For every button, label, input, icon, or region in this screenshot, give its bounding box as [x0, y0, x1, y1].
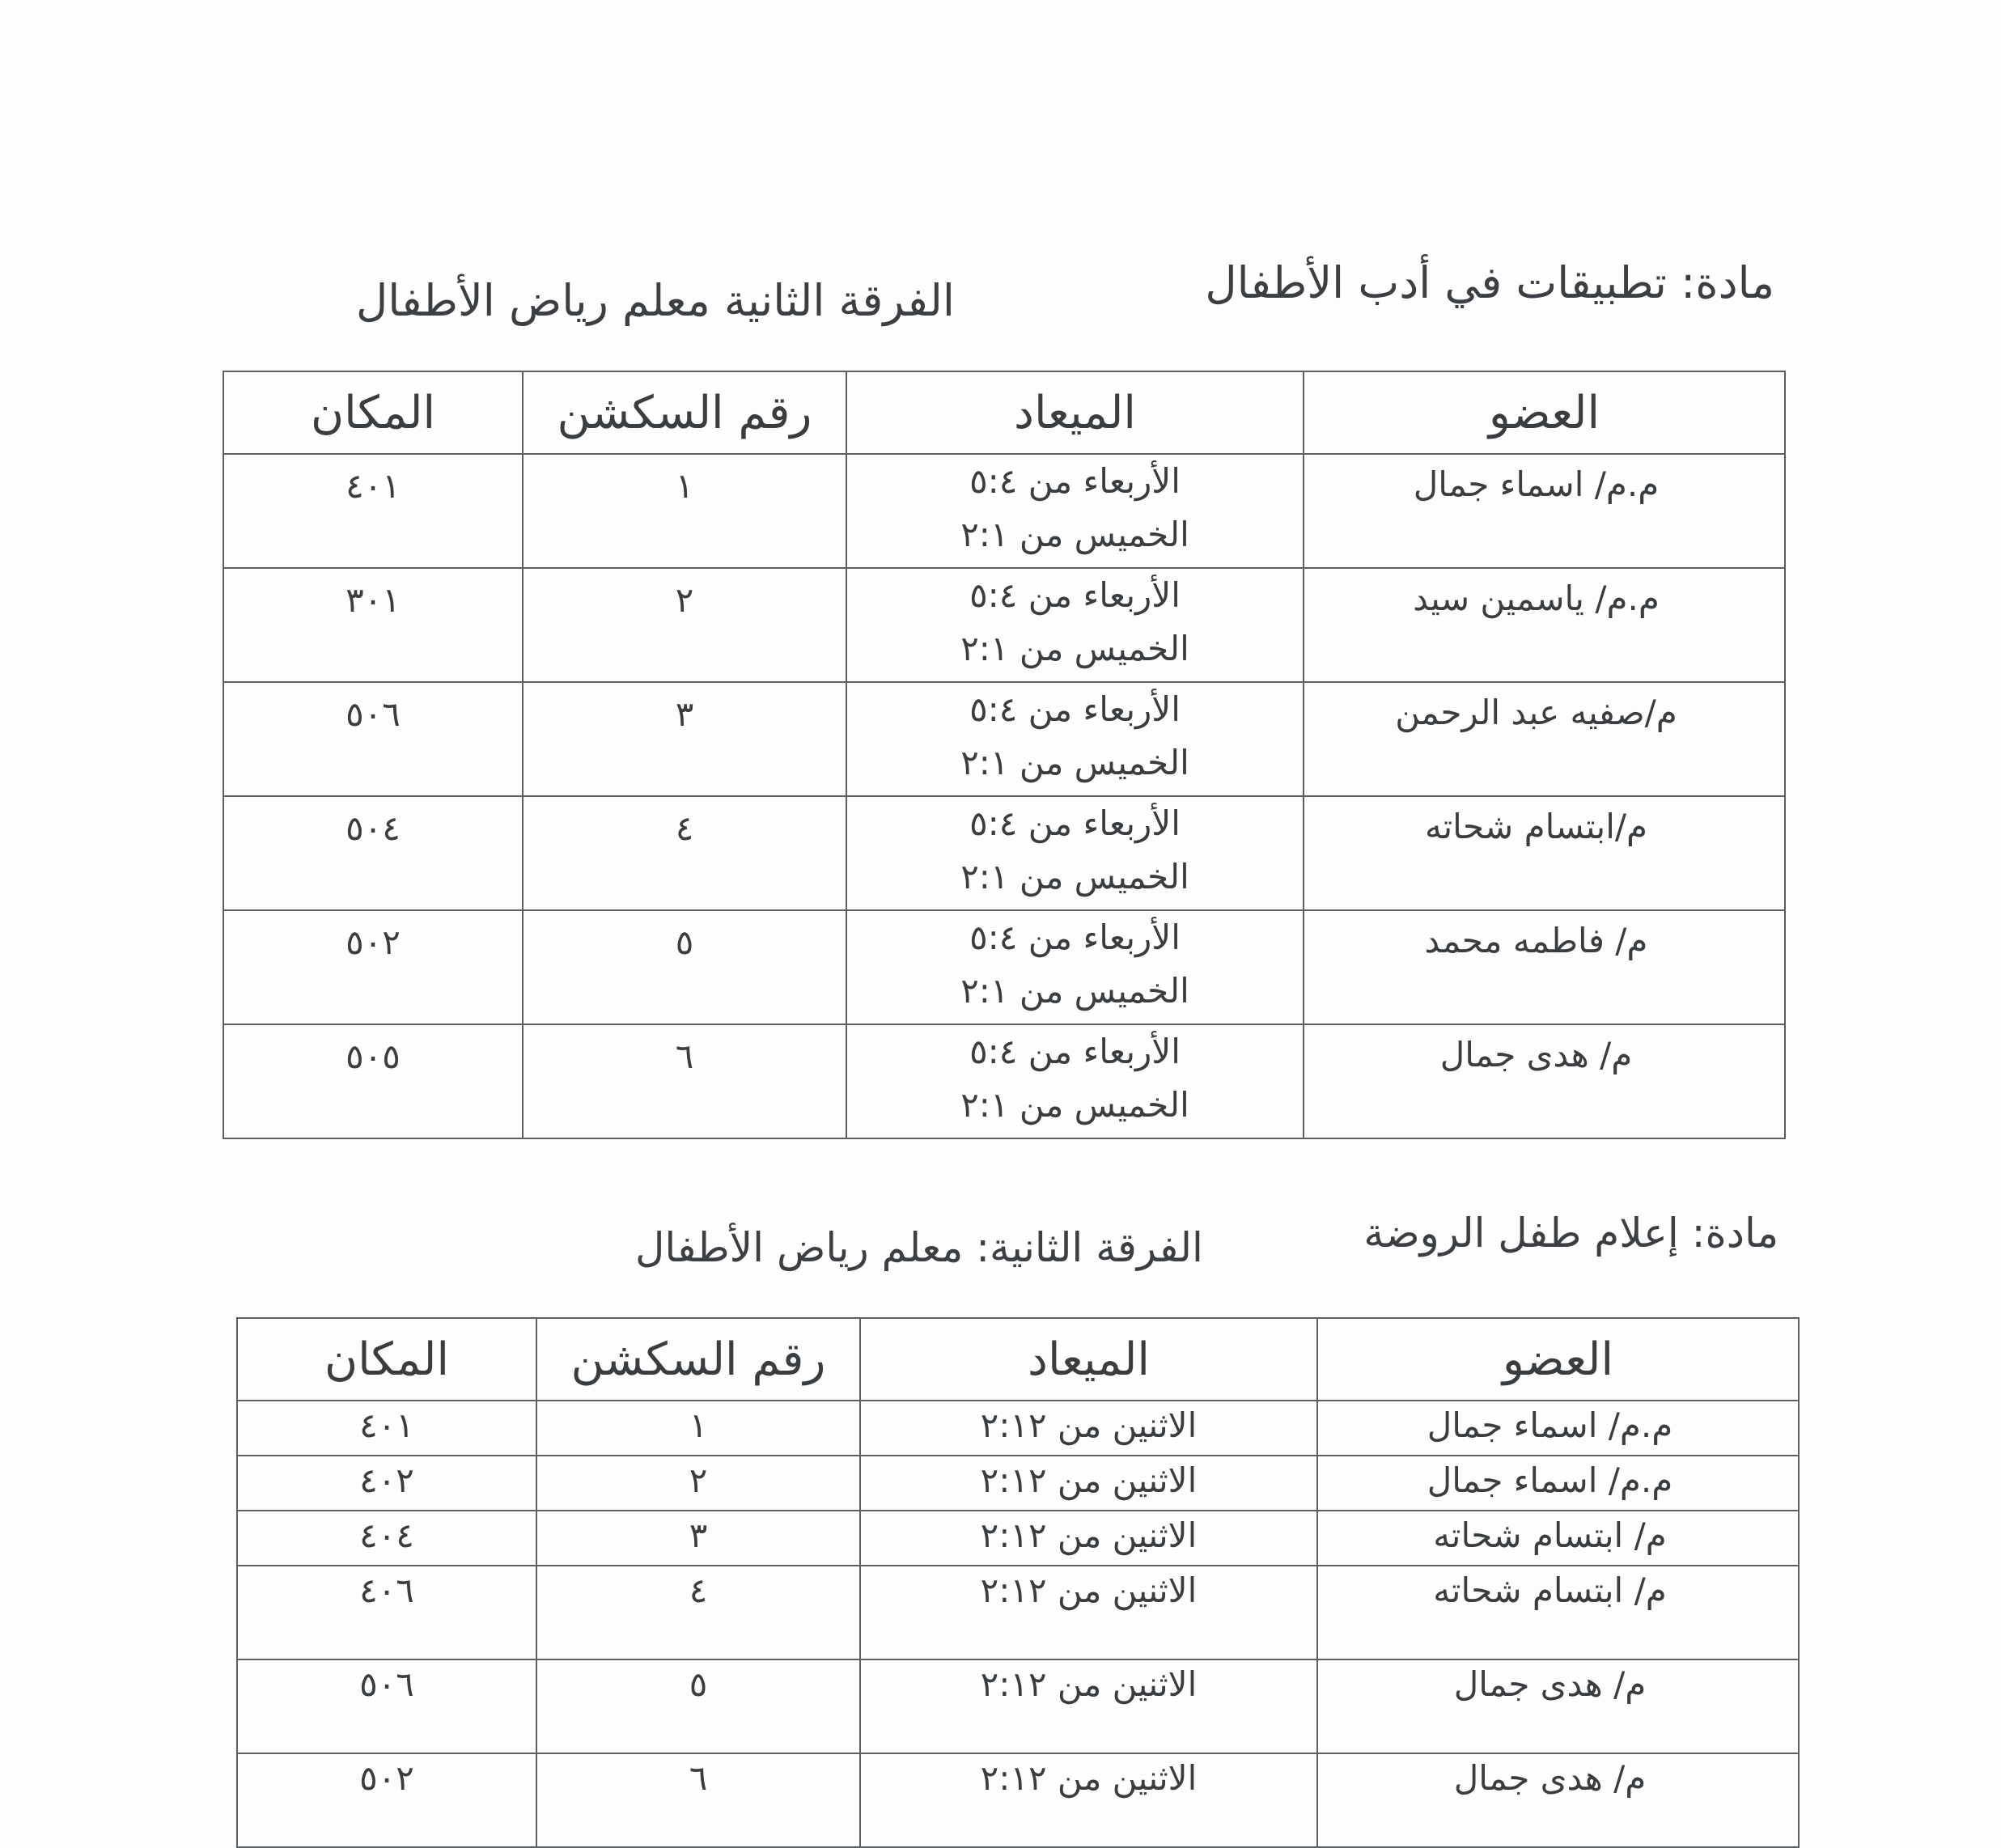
time-cell	[860, 1659, 1317, 1753]
member-cell-text: م/ فاطمه محمد	[1424, 921, 1648, 960]
room-cell	[223, 682, 523, 796]
time-cell	[846, 796, 1304, 910]
time-line-1: الأربعاء من ٥:٤	[969, 461, 1181, 501]
table-row	[223, 1024, 1785, 1138]
section-cell-text: ٦	[675, 1036, 694, 1076]
time-cell	[860, 1753, 1317, 1847]
header-room: المكان	[223, 371, 523, 454]
room-cell	[237, 1566, 536, 1659]
time-cell	[860, 1511, 1317, 1566]
header-time: الميعاد	[860, 1318, 1317, 1401]
header-room: المكان	[237, 1318, 536, 1401]
time-line-2: الخميس من ٢:١	[960, 1085, 1189, 1125]
schedule-table-1	[223, 371, 1786, 1139]
room-cell-text: ٥٠٦	[359, 1664, 414, 1704]
room-cell	[223, 568, 523, 682]
member-cell-text: م/ هدى جمال	[1453, 1664, 1647, 1704]
section-cell-text: ٦	[689, 1758, 708, 1798]
header-section: رقم السكشن	[523, 371, 846, 454]
member-cell-text: م/ هدى جمال	[1439, 1035, 1633, 1074]
member-cell	[1317, 1511, 1799, 1566]
room-cell-text: ٤٠٦	[359, 1570, 414, 1610]
member-cell-text: م/ ابتسام شحاته	[1433, 1570, 1667, 1610]
member-cell	[1304, 796, 1785, 910]
table-row	[223, 910, 1785, 1024]
time-cell-text: الاثنين من ٢:١٢	[980, 1460, 1198, 1500]
table-row	[237, 1659, 1799, 1753]
table-row	[237, 1511, 1799, 1566]
room-cell	[223, 454, 523, 568]
section-cell	[523, 796, 846, 910]
section-cell	[523, 454, 846, 568]
table-header-row	[237, 1318, 1799, 1401]
member-cell-text: م.م/ اسماء جمال	[1413, 464, 1660, 504]
time-line-1: الأربعاء من ٥:٤	[969, 1032, 1181, 1071]
section-cell-text: ٥	[689, 1664, 708, 1704]
member-cell	[1317, 1659, 1799, 1753]
section-cell-text: ٤	[675, 808, 694, 848]
time-cell	[846, 454, 1304, 568]
header-member: العضو	[1317, 1318, 1799, 1401]
member-cell	[1317, 1456, 1799, 1511]
room-cell-text: ٥٠٢	[359, 1758, 414, 1798]
section-cell	[536, 1566, 860, 1659]
section-cell	[523, 1024, 846, 1138]
time-line-2: الخميس من ٢:١	[960, 515, 1189, 554]
time-cell	[846, 568, 1304, 682]
table-row	[223, 796, 1785, 910]
member-cell	[1304, 454, 1785, 568]
time-cell-text: الاثنين من ٢:١٢	[980, 1515, 1198, 1555]
time-cell	[846, 1024, 1304, 1138]
room-cell-text: ٥٠٤	[346, 808, 401, 848]
room-cell	[237, 1511, 536, 1566]
time-line-1: الأربعاء من ٥:٤	[969, 689, 1181, 729]
room-cell	[223, 910, 523, 1024]
member-cell	[1304, 568, 1785, 682]
time-line-1: الأربعاء من ٥:٤	[969, 918, 1181, 957]
header-member: العضو	[1304, 371, 1785, 454]
member-cell	[1317, 1753, 1799, 1847]
time-line-2: الخميس من ٢:١	[960, 629, 1189, 668]
section-cell	[536, 1753, 860, 1847]
time-line-2: الخميس من ٢:١	[960, 971, 1189, 1011]
room-cell-text: ٤٠٢	[359, 1460, 414, 1500]
room-cell-text: ٣٠١	[346, 580, 401, 620]
time-cell-text: الاثنين من ٢:١٢	[980, 1405, 1198, 1445]
level-title-1: الفرقة الثانية معلم رياض الأطفال	[356, 275, 955, 326]
time-cell-text: الاثنين من ٢:١٢	[980, 1758, 1198, 1798]
section-cell-text: ١	[689, 1405, 708, 1445]
member-cell-text: م/ ابتسام شحاته	[1433, 1515, 1667, 1555]
table-row	[223, 682, 1785, 796]
section-cell-text: ٢	[689, 1460, 708, 1500]
header-time: الميعاد	[846, 371, 1304, 454]
subject-title-2: مادة: إعلام طفل الروضة	[1363, 1210, 1778, 1257]
member-cell	[1304, 1024, 1785, 1138]
time-cell-text: الاثنين من ٢:١٢	[980, 1664, 1198, 1704]
member-cell-text: م/ هدى جمال	[1453, 1758, 1647, 1798]
section-cell	[523, 682, 846, 796]
room-cell	[223, 1024, 523, 1138]
time-line-1: الأربعاء من ٥:٤	[969, 575, 1181, 615]
section-cell-text: ٥	[675, 922, 694, 962]
section-cell	[523, 910, 846, 1024]
time-cell	[860, 1401, 1317, 1456]
section-cell	[536, 1659, 860, 1753]
table-row	[237, 1401, 1799, 1456]
room-cell-text: ٤٠١	[359, 1405, 414, 1445]
section-cell	[536, 1511, 860, 1566]
section-cell-text: ١	[675, 466, 694, 506]
member-cell	[1317, 1401, 1799, 1456]
room-cell	[237, 1753, 536, 1847]
schedule-table-2	[236, 1317, 1800, 1848]
table-row	[223, 568, 1785, 682]
room-cell	[237, 1659, 536, 1753]
section-cell-text: ٢	[675, 580, 694, 620]
section-cell	[523, 568, 846, 682]
header-section: رقم السكشن	[536, 1318, 860, 1401]
table-row	[237, 1456, 1799, 1511]
time-cell-text: الاثنين من ٢:١٢	[980, 1570, 1198, 1610]
room-cell-text: ٤٠٤	[359, 1515, 414, 1555]
member-cell-text: م.م/ اسماء جمال	[1427, 1405, 1673, 1445]
time-line-2: الخميس من ٢:١	[960, 743, 1189, 782]
table-row	[237, 1753, 1799, 1847]
table-row	[237, 1566, 1799, 1659]
member-cell	[1317, 1566, 1799, 1659]
table-row	[223, 454, 1785, 568]
room-cell	[237, 1456, 536, 1511]
table-header-row	[223, 371, 1785, 454]
member-cell-text: م.م/ اسماء جمال	[1427, 1460, 1673, 1500]
room-cell-text: ٤٠١	[346, 466, 401, 506]
room-cell	[237, 1401, 536, 1456]
level-title-2: الفرقة الثانية: معلم رياض الأطفال	[635, 1224, 1203, 1271]
room-cell	[223, 796, 523, 910]
section-cell-text: ٣	[689, 1515, 708, 1555]
time-cell	[860, 1456, 1317, 1511]
time-cell	[860, 1566, 1317, 1659]
room-cell-text: ٥٠٢	[346, 922, 401, 962]
time-cell	[846, 910, 1304, 1024]
time-cell	[846, 682, 1304, 796]
time-line-2: الخميس من ٢:١	[960, 857, 1189, 896]
time-line-1: الأربعاء من ٥:٤	[969, 803, 1181, 843]
member-cell	[1304, 682, 1785, 796]
member-cell-text: م.م/ ياسمين سيد	[1413, 579, 1660, 618]
subject-title-1: مادة: تطبيقات في أدب الأطفال	[1205, 257, 1774, 308]
member-cell-text: م/ابتسام شحاته	[1424, 807, 1648, 846]
section-cell-text: ٤	[689, 1570, 708, 1610]
section-cell	[536, 1456, 860, 1511]
section-cell	[536, 1401, 860, 1456]
room-cell-text: ٥٠٥	[346, 1036, 401, 1076]
room-cell-text: ٥٠٦	[346, 694, 401, 734]
member-cell-text: م/صفيه عبد الرحمن	[1395, 693, 1677, 732]
member-cell	[1304, 910, 1785, 1024]
section-cell-text: ٣	[675, 694, 694, 734]
